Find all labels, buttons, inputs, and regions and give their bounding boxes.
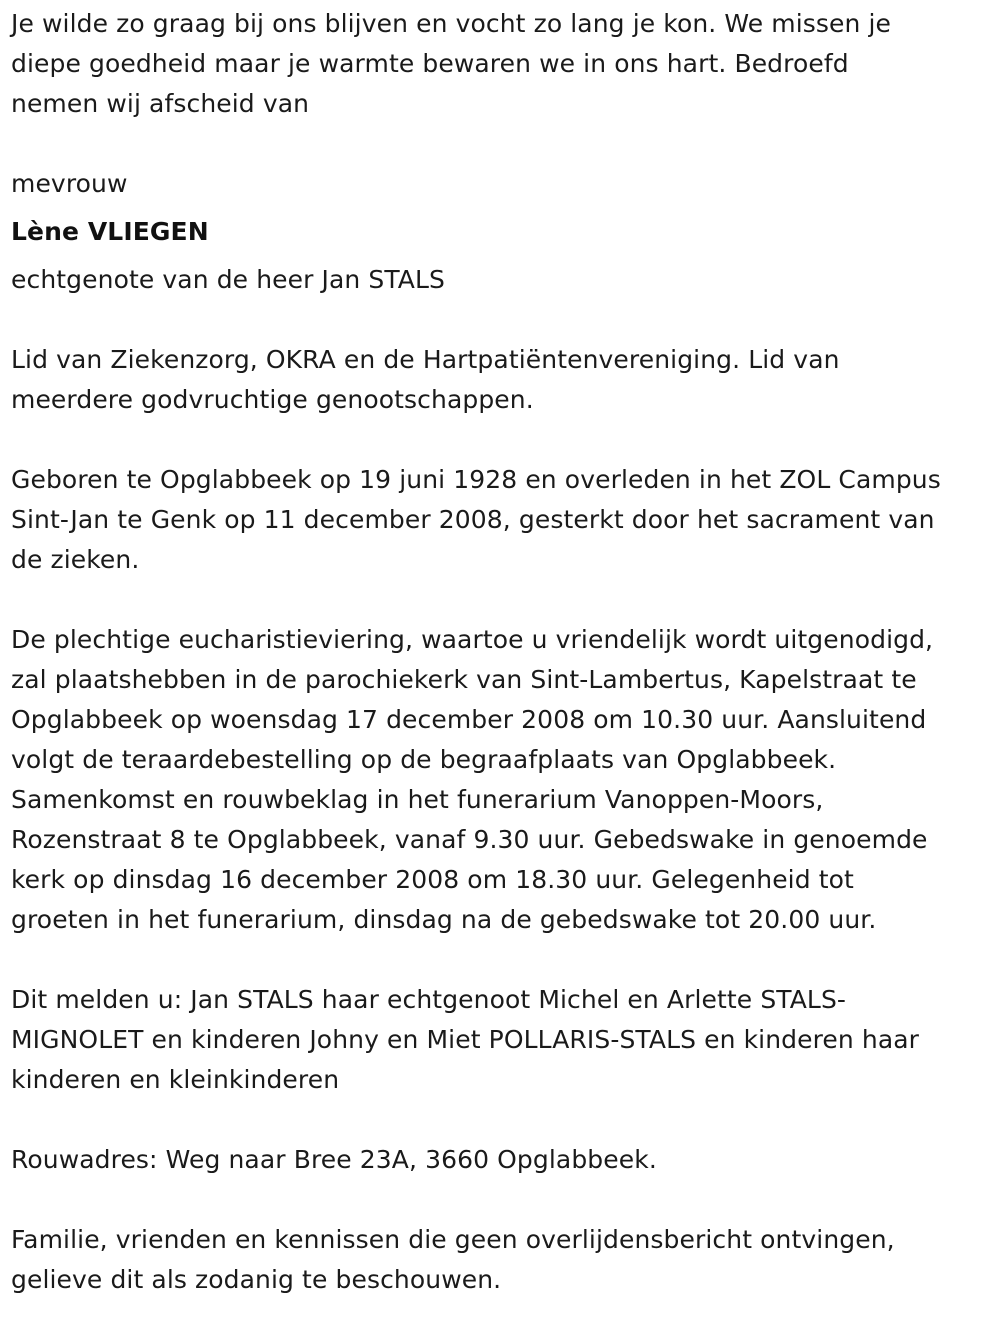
spouse-line: echtgenote van de heer Jan STALS	[11, 265, 446, 294]
ceremony-paragraph: De plechtige eucharistieviering, waartoe u vriendelijk wordt uitgenodigd, zal plaatshebben in de parochiekerk van Sint-Lambertus, Kapelstraat te Opglabbeek op woensdag 17 december 2008 om 10.30 uur. Aansluitend volgt de teraardebestelling op de begraafplaats van Opglabbeek. Samenkomst en rouwbeklag in het funerarium Vanoppen-Moors, Rozenstraat 8 te Opglabbeek, vanaf 9.30 uur. Gebedswake in genoemde kerk op dinsdag 16 december 2008 om 18.30 uur. Gelegenheid tot groeten in het funerarium, dinsdag na de gebedswake tot 20.00 uur.	[11, 625, 934, 934]
memberships-paragraph: Lid van Ziekenzorg, OKRA en de Hartpatiëntenvereniging. Lid van meerdere godvruchtige genootschappen.	[11, 345, 840, 414]
deceased-name: Lène VLIEGEN	[11, 217, 209, 246]
closing-paragraph: Familie, vrienden en kennissen die geen overlijdensbericht ontvingen, gelieve dit als zodanig te beschouwen.	[11, 1225, 895, 1294]
address-line: Rouwadres: Weg naar Bree 23A, 3660 Opglabbeek.	[11, 1145, 657, 1174]
intro-paragraph: Je wilde zo graag bij ons blijven en vocht zo lang je kon. We missen je diepe goedheid maar je warmte bewaren we in ons hart. Bedroefd nemen wij afscheid van	[11, 9, 892, 118]
spacer	[11, 420, 991, 460]
spacer	[11, 300, 991, 340]
spacer	[11, 1180, 991, 1220]
announced-by-paragraph: Dit melden u: Jan STALS haar echtgenoot Michel en Arlette STALS- MIGNOLET en kinderen Johny en Miet POLLARIS-STALS en kinderen haar kinderen en kleinkinderen	[11, 985, 920, 1094]
spacer	[11, 580, 991, 620]
salutation: mevrouw	[11, 169, 128, 198]
obituary-notice	[11, 4, 991, 1300]
spacer	[11, 1100, 991, 1140]
birth-death-paragraph: Geboren te Opglabbeek op 19 juni 1928 en overleden in het ZOL Campus Sint-Jan te Genk op 11 december 2008, gesterkt door het sacrament van de zieken.	[11, 465, 941, 574]
spacer	[11, 204, 991, 212]
spacer	[11, 252, 991, 260]
spacer	[11, 124, 991, 164]
spacer	[11, 940, 991, 980]
